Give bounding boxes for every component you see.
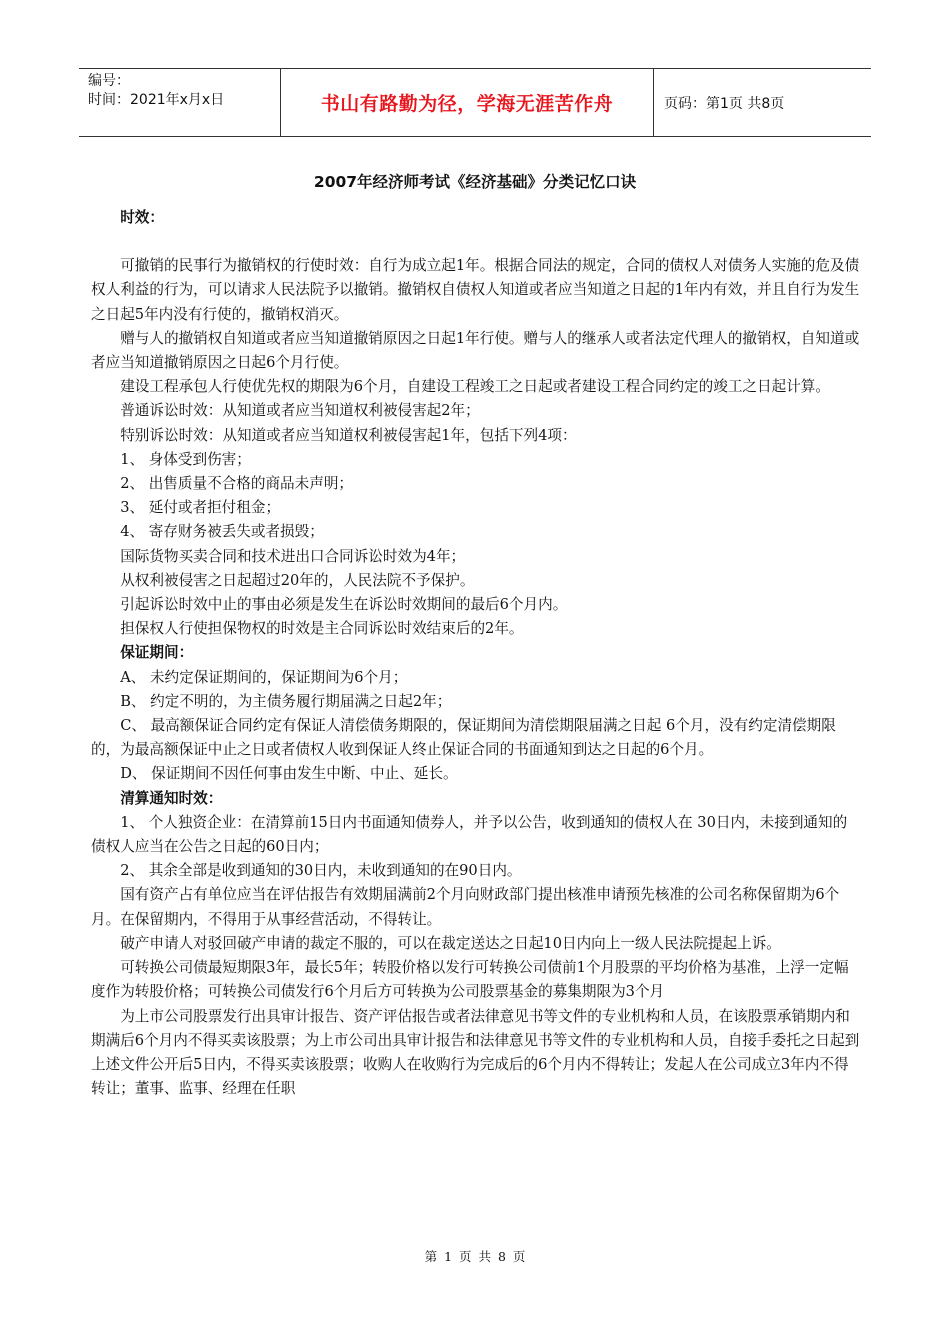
section-heading-shixiao: 时效：	[120, 209, 164, 226]
paragraph: 建设工程承包人行使优先权的期限为6个月，自建设工程竣工之日起或者建设工程合同约定的竣工之日起计算。	[120, 378, 830, 396]
list-item: D、 保证期间不因任何事由发生中断、中止、延长。	[120, 765, 458, 783]
paragraph: 赠与人的撤销权自知道或者应当知道撤销原因之日起1年行使。赠与人的继承人或者法定代理人的撤销权，自知道或者应当知道撤销原因之日起6个月行使。	[91, 329, 860, 372]
header-table	[79, 68, 871, 137]
document-body	[91, 206, 861, 1101]
list-item: 1、 个人独资企业：在清算前15日内书面通知债券人，并予以公告，收到通知的债权人在 30日内，未接到通知的债权人应当在公告之日起的60日内；	[91, 813, 848, 856]
paragraph: 可转换公司债最短期限3年，最长5年；转股价格以发行可转换公司债前1个月股票的平均价格为基准，上浮一定幅度作为转股价格；可转换公司债发行6个月后方可转换为公司股票基金的募集期限为3个月	[91, 959, 849, 1001]
paragraph: 国际货物买卖合同和技术进出口合同诉讼时效为4年；	[120, 547, 466, 565]
list-item: B、 约定不明的，为主债务履行期届满之日起2年；	[120, 692, 452, 710]
paragraph: 担保权人行使担保物权的时效是主合同诉讼时效结束后的2年。	[120, 620, 524, 638]
header-page-info: 页码：第1页 共8页	[664, 95, 785, 112]
list-item: 4、 寄存财务被丢失或者损毁；	[120, 523, 324, 541]
list-item: 3、 延付或者拒付租金；	[120, 499, 281, 517]
list-item: 2、 其余全部是收到通知的30日内，未收到通知的在90日内。	[120, 862, 522, 880]
paragraph: 特别诉讼时效：从知道或者应当知道权利被侵害起1年，包括下列4项：	[120, 426, 577, 444]
page-footer: 第 1 页 共 8 页	[424, 1249, 526, 1264]
paragraph: 破产申请人对驳回破产申请的裁定不服的，可以在裁定送达之日起10日内向上一级人民法院提起上诉。	[120, 934, 781, 952]
list-item: A、 未约定保证期间的，保证期间为6个月；	[120, 668, 408, 686]
section-heading-baozheng: 保证期间：	[120, 644, 194, 662]
list-item: C、 最高额保证合同约定有保证人清偿债务期限的，保证期间为清偿期限届满之日起 6个月，没有约定清偿期限的，为最高额保证中止之日或者债权人收到保证人终止保证合同的书面通知到达之日起的6个月。	[91, 717, 836, 759]
section-heading-qingsuan: 清算通知时效：	[120, 789, 223, 807]
paragraph: 可撤销的民事行为撤销权的行使时效：自行为成立起1年。根据合同法的规定，合同的债权人对债务人实施的危及债权人利益的行为，可以请求人民法院予以撤销。撤销权自债权人知道或者应当知道之日起的1年内有效，并且自行为发生之日起5年内没有行使的，撤销权消灭。	[91, 257, 860, 323]
paragraph: 引起诉讼时效中止的事由必须是发生在诉讼时效期间的最后6个月内。	[120, 596, 568, 614]
paragraph: 普通诉讼时效：从知道或者应当知道权利被侵害起2年；	[120, 402, 480, 420]
list-item: 2、 出售质量不合格的商品未声明；	[120, 475, 354, 493]
list-item: 1、 身体受到伤害；	[120, 450, 251, 468]
header-time-label: 时间：2021年x月x日	[88, 92, 225, 108]
paragraph: 从权利被侵害之日起超过20年的，人民法院不予保护。	[120, 571, 475, 589]
document-title: 2007年经济师考试《经济基础》分类记忆口诀	[313, 173, 637, 191]
header-left-cell	[79, 69, 281, 136]
paragraph: 国有资产占有单位应当在评估报告有效期届满前2个月向财政部门提出核准申请预先核准的公司名称保留期为6个月。在保留期内，不得用于从事经营活动，不得转让。	[91, 886, 840, 928]
header-motto: 书山有路勤为径，学海无涯苦作舟	[281, 69, 654, 136]
header-number-label: 编号：	[88, 73, 130, 89]
paragraph: 为上市公司股票发行出具审计报告、资产评估报告或者法律意见书等文件的专业机构和人员，在该股票承销期内和期满后6个月内不得买卖该股票；为上市公司出具审计报告和法律意见书等文件的专业机构和人员，自接手委托之日起到上述文件公开后5日内，不得买卖该股票；收购人在收购行为完成后的6个月内不得转让；发起人在公司成立3年内不得转让；董事、监事、经理在任职	[91, 1007, 860, 1098]
